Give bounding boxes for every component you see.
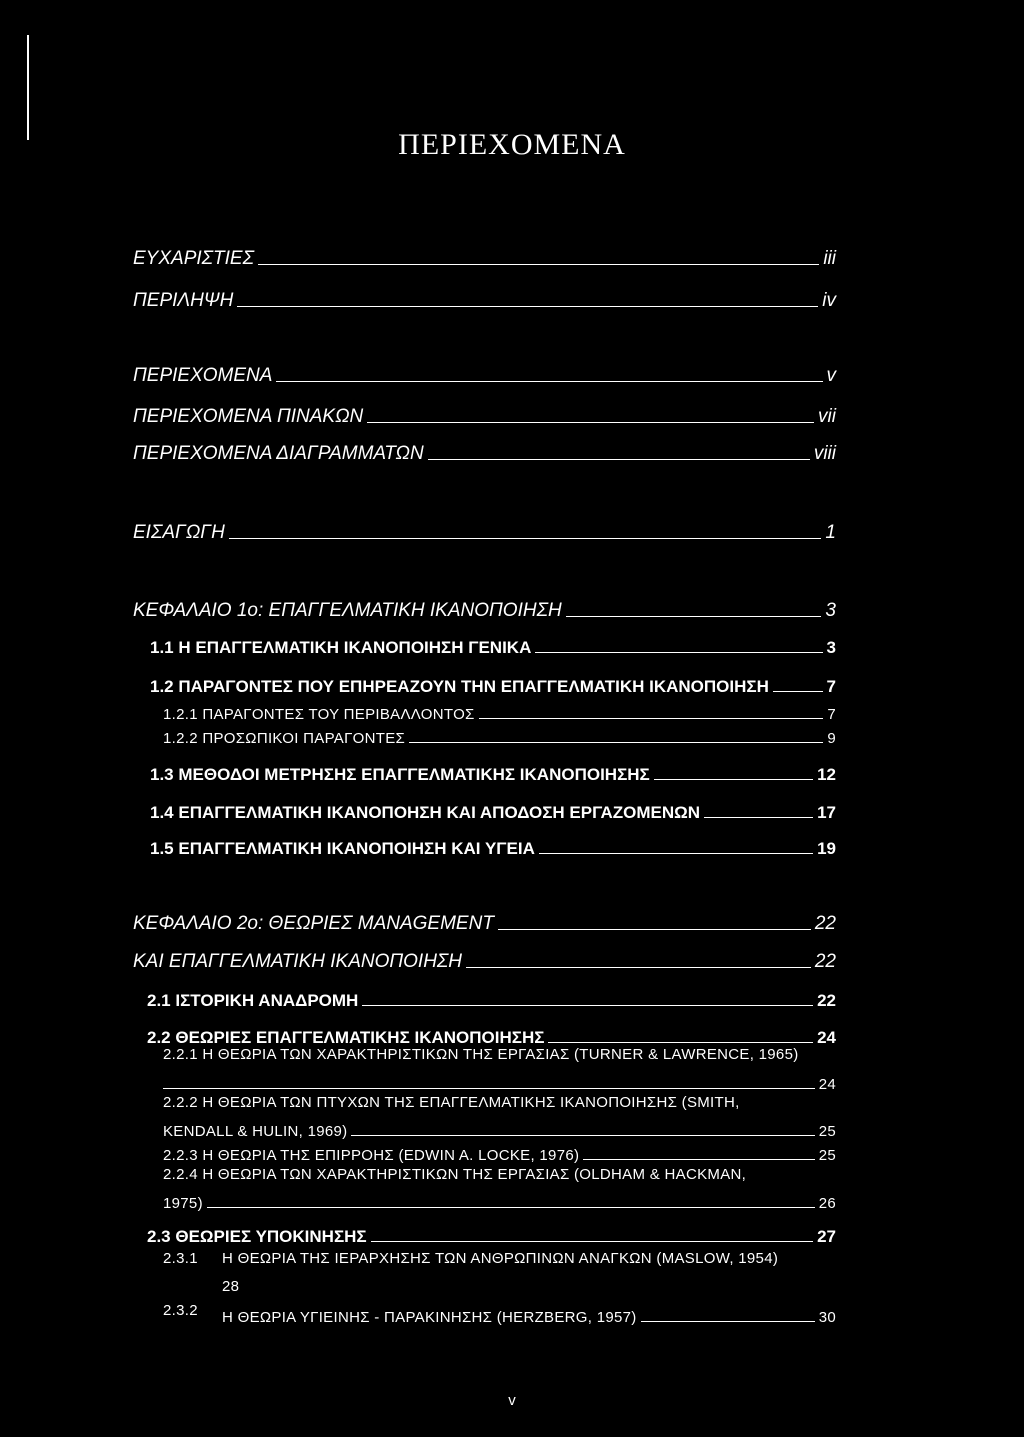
leader-line <box>466 967 811 968</box>
toc-page: 7 <box>826 677 836 696</box>
leader-line <box>704 817 813 818</box>
toc-label: 1.2 ΠΑΡΑΓΟΝΤΕΣ ΠΟΥ ΕΠΗΡΕΑΖΟΥΝ ΤΗΝ ΕΠΑΓΓΕΛΜΑΤΙΚΗ ΙΚΑΝΟΠΟΙΗΣΗ <box>150 677 769 696</box>
toc-number: 2.3.1 <box>163 1250 198 1267</box>
toc-label-continued: KENDALL & HULIN, 1969) <box>163 1123 348 1140</box>
toc-label: ΚΑΙ ΕΠΑΓΓΕΛΜΑΤΙΚΗ ΙΚΑΝΟΠΟΙΗΣΗ <box>133 951 463 972</box>
toc-label: ΕΥΧΑΡΙΣΤΙΕΣ <box>133 248 254 269</box>
toc-entry[interactable] <box>0 1066 1024 1092</box>
toc-entry[interactable] <box>0 242 1024 268</box>
toc-label: ΚΕΦΑΛΑΙΟ 2ο: ΘΕΩΡΙΕΣ MANAGEMENT <box>133 913 494 934</box>
toc-entry[interactable] <box>0 516 1024 542</box>
leader-line <box>566 616 822 617</box>
page-number-footer: v <box>508 1392 516 1409</box>
toc-label: Η ΘΕΩΡΙΑ ΤΗΣ ΙΕΡΑΡΧΗΣΗΣ ΤΩΝ ΑΝΘΡΩΠΙΝΩΝ ΑΝΑΓΚΩΝ (MASLOW, 1954) <box>222 1250 779 1267</box>
toc-label: 2.2.2 Η ΘΕΩΡΙΑ ΤΩΝ ΠΤΥΧΩΝ ΤΗΣ ΕΠΑΓΓΕΛΜΑΤΙΚΗΣ ΙΚΑΝΟΠΟΙΗΣΗΣ (SMITH, <box>163 1094 740 1111</box>
leader-line <box>654 779 813 780</box>
toc-page: iv <box>822 290 836 311</box>
toc-entry[interactable] <box>0 945 1024 971</box>
leader-line <box>641 1321 815 1322</box>
toc-page: vii <box>818 406 836 427</box>
leader-line <box>229 538 822 539</box>
margin-rule <box>27 35 29 140</box>
toc-entry[interactable] <box>0 359 1024 385</box>
toc-page: 30 <box>818 1309 836 1326</box>
toc-label: 1.4 ΕΠΑΓΓΕΛΜΑΤΙΚΗ ΙΚΑΝΟΠΟΗΣΗ ΚΑΙ ΑΠΟΔΟΣΗ ΕΡΓΑΖΟΜΕΝΩΝ <box>150 803 701 822</box>
toc-label: 2.1 ΙΣΤΟΡΙΚΗ ΑΝΑΔΡΟΜΗ <box>147 991 359 1010</box>
toc-entry[interactable] <box>0 284 1024 310</box>
toc-label: ΠΕΡΙΕΧΟΜΕΝΑ <box>133 365 273 386</box>
leader-line <box>371 1241 813 1242</box>
toc-page: 7 <box>827 706 836 723</box>
toc-entry[interactable] <box>0 1185 1024 1211</box>
toc-label: 2.2.3 Η ΘΕΩΡΙΑ ΤΗΣ ΕΠΙΡΡΟΗΣ (EDWIN A. LOCKE, 1976) <box>163 1147 580 1164</box>
toc-entry[interactable] <box>0 1299 1024 1325</box>
toc-label: ΠΕΡΙΕΧΟΜΕΝΑ ΔΙΑΓΡΑΜΜΑΤΩΝ <box>133 443 424 464</box>
toc-label: ΕΙΣΑΓΩΓΗ <box>133 522 225 543</box>
toc-page: 28 <box>222 1278 240 1295</box>
page-title: ΠΕΡΙΕΧΟΜΕΝΑ <box>398 128 626 161</box>
toc-entry[interactable] <box>0 437 1024 463</box>
toc-entry[interactable] <box>0 696 1024 722</box>
toc-entry[interactable] <box>0 1113 1024 1139</box>
leader-line <box>351 1135 814 1136</box>
leader-line <box>258 264 819 265</box>
toc-entry[interactable] <box>0 594 1024 620</box>
toc-page: viii <box>813 443 836 464</box>
toc-entry[interactable] <box>0 1219 1024 1245</box>
leader-line <box>773 691 823 692</box>
toc-page: 22 <box>814 951 836 972</box>
toc-entry[interactable] <box>0 669 1024 695</box>
leader-line <box>428 459 810 460</box>
toc-entry[interactable] <box>0 1020 1024 1046</box>
toc-entry[interactable] <box>0 795 1024 821</box>
leader-line <box>548 1042 813 1043</box>
toc-label: 1.2.1 ΠΑΡΑΓΟΝΤΕΣ ΤΟΥ ΠΕΡΙΒΑΛΛΟΝΤΟΣ <box>163 706 475 723</box>
toc-label: 1.5 ΕΠΑΓΓΕΛΜΑΤΙΚΗ ΙΚΑΝΟΠΟΙΗΣΗ ΚΑΙ ΥΓΕΙΑ <box>150 839 535 858</box>
toc-label: Η ΘΕΩΡΙΑ ΥΓΙΕΙΝΗΣ - ΠΑΡΑΚΙΝΗΣΗΣ (HERZBERG, 1957) <box>222 1309 637 1326</box>
toc-page: 9 <box>827 730 836 747</box>
toc-page: 12 <box>817 765 836 784</box>
toc-entry[interactable] <box>0 400 1024 426</box>
leader-line <box>535 652 822 653</box>
toc-label-continued: 1975) <box>163 1195 203 1212</box>
leader-line <box>479 718 824 719</box>
toc-label: ΚΕΦΑΛΑΙΟ 1ο: ΕΠΑΓΓΕΛΜΑΤΙΚΗ ΙΚΑΝΟΠΟΙΗΣΗ <box>133 600 562 621</box>
toc-page: 19 <box>817 839 836 858</box>
toc-page: 24 <box>817 1028 836 1047</box>
toc-label: 2.2.1 Η ΘΕΩΡΙΑ ΤΩΝ ΧΑΡΑΚΤΗΡΙΣΤΙΚΩΝ ΤΗΣ ΕΡΓΑΣΙΑΣ (TURNER & LAWRENCE, 1965) <box>163 1046 799 1063</box>
toc-entry[interactable] <box>0 757 1024 783</box>
toc-number: 2.3.2 <box>163 1302 198 1319</box>
toc-page: 22 <box>817 991 836 1010</box>
toc-entry[interactable] <box>0 1137 1024 1163</box>
toc-entry[interactable] <box>0 907 1024 933</box>
toc-label: 1.2.2 ΠΡΟΣΩΠΙΚΟΙ ΠΑΡΑΓΟΝΤΕΣ <box>163 730 406 747</box>
leader-line <box>276 381 822 382</box>
leader-line <box>207 1207 815 1208</box>
leader-line <box>583 1159 814 1160</box>
toc-label: 1.1 Η ΕΠΑΓΓΕΛΜΑΤΙΚΗ ΙΚΑΝΟΠΟΙΗΣΗ ΓΕΝΙΚΑ <box>150 638 532 657</box>
toc-label: ΠΕΡΙΛΗΨΗ <box>133 290 234 311</box>
toc-page: 22 <box>814 913 836 934</box>
leader-line <box>539 853 813 854</box>
leader-line <box>498 929 811 930</box>
toc-label: 2.3 ΘΕΩΡΙΕΣ ΥΠΟΚΙΝΗΣΗΣ <box>147 1227 367 1246</box>
toc-page: 26 <box>818 1195 836 1212</box>
leader-line <box>237 306 818 307</box>
toc-label: 1.3 ΜΕΘΟΔΟΙ ΜΕΤΡΗΣΗΣ ΕΠΑΓΓΕΛΜΑΤΙΚΗΣ ΙΚΑΝΟΠΟΙΗΣΗΣ <box>150 765 650 784</box>
leader-line <box>409 742 823 743</box>
leader-line <box>367 422 814 423</box>
toc-page: v <box>826 365 836 386</box>
toc-entry[interactable] <box>0 831 1024 857</box>
toc-page: 25 <box>818 1123 836 1140</box>
toc-page: 3 <box>826 638 836 657</box>
toc-label: 2.2.4 Η ΘΕΩΡΙΑ ΤΩΝ ΧΑΡΑΚΤΗΡΙΣΤΙΚΩΝ ΤΗΣ ΕΡΓΑΣΙΑΣ (OLDHAM & HACKMAN, <box>163 1166 747 1183</box>
toc-page: 17 <box>817 803 836 822</box>
toc-entry[interactable] <box>0 630 1024 656</box>
toc-page: 3 <box>825 600 836 621</box>
toc-label: ΠΕΡΙΕΧΟΜΕΝΑ ΠΙΝΑΚΩΝ <box>133 406 364 427</box>
toc-entry[interactable] <box>0 720 1024 746</box>
toc-entry[interactable] <box>0 983 1024 1009</box>
toc-page: 27 <box>817 1227 836 1246</box>
leader-line <box>362 1005 813 1006</box>
toc-page: 1 <box>825 522 836 543</box>
leader-line <box>163 1088 815 1089</box>
toc-page: 25 <box>818 1147 836 1164</box>
toc-page: iii <box>823 248 836 269</box>
toc-page: 24 <box>818 1076 836 1093</box>
toc-label: 2.2 ΘΕΩΡΙΕΣ ΕΠΑΓΓΕΛΜΑΤΙΚΗΣ ΙΚΑΝΟΠΟΙΗΣΗΣ <box>147 1028 545 1047</box>
